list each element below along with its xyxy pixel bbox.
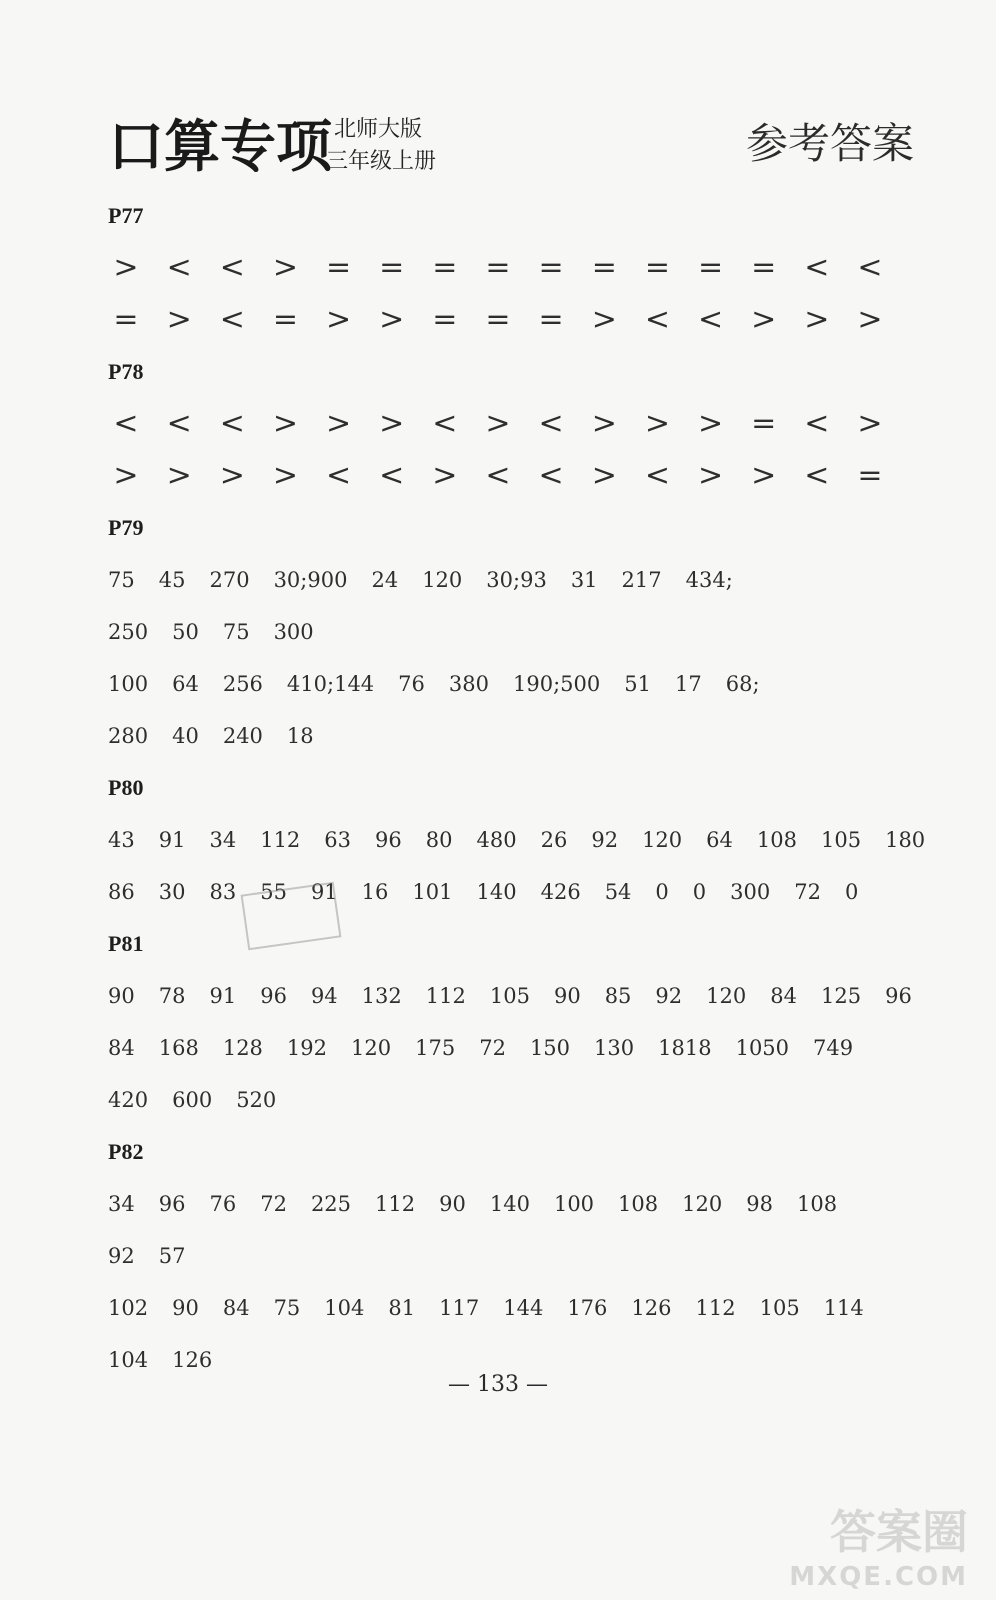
answer-value: 128 bbox=[222, 1036, 263, 1060]
answer-value: = bbox=[272, 302, 298, 337]
answer-value: 105 bbox=[759, 1296, 800, 1320]
answer-value: > bbox=[751, 458, 777, 493]
answer-value: < bbox=[379, 458, 405, 493]
answer-value: = bbox=[697, 250, 724, 285]
answer-value: > bbox=[166, 458, 192, 493]
answer-value: 0 bbox=[845, 880, 859, 904]
answer-value: 86 bbox=[108, 880, 135, 904]
answer-value: 78 bbox=[158, 984, 186, 1008]
answer-value: > bbox=[432, 458, 458, 493]
answer-value: = bbox=[485, 302, 511, 337]
answer-value: 92 bbox=[108, 1244, 135, 1268]
answer-value: 72 bbox=[794, 880, 821, 904]
answer-value: 117 bbox=[439, 1296, 480, 1320]
answer-row bbox=[108, 450, 888, 502]
answer-value: 256 bbox=[222, 672, 263, 696]
edition-publisher: 北师大版 bbox=[334, 117, 423, 142]
answer-value: 45 bbox=[158, 568, 186, 592]
answer-value: 91 bbox=[310, 880, 338, 904]
answer-value: 96 bbox=[375, 828, 402, 852]
answer-value: 120 bbox=[642, 828, 683, 852]
answer-value: < bbox=[485, 458, 511, 493]
answer-row bbox=[108, 1282, 908, 1334]
answer-value: > bbox=[591, 302, 617, 337]
answer-value: 217 bbox=[621, 568, 662, 592]
page-number: — 133 — bbox=[448, 1372, 548, 1397]
answer-value: = bbox=[644, 250, 670, 285]
answer-value: > bbox=[219, 458, 245, 493]
answer-value: 75 bbox=[273, 1296, 301, 1320]
answer-value: 1818 bbox=[658, 1036, 712, 1060]
answer-value: 84 bbox=[108, 1036, 135, 1060]
answer-value: < bbox=[219, 250, 245, 285]
answer-value: < bbox=[857, 250, 883, 285]
answer-value: 1050 bbox=[735, 1036, 790, 1060]
answer-row bbox=[108, 658, 908, 710]
answer-value: 112 bbox=[425, 984, 466, 1008]
answer-value: < bbox=[538, 406, 564, 441]
answer-value: < bbox=[219, 302, 245, 337]
answer-value: 54 bbox=[604, 880, 632, 904]
answer-value: 130 bbox=[594, 1036, 635, 1060]
answer-value: 30;93 bbox=[486, 568, 547, 592]
answer-value: 108 bbox=[756, 828, 797, 852]
answer-value: 105 bbox=[820, 828, 862, 852]
answer-value: < bbox=[538, 458, 564, 493]
answer-value: 0 bbox=[655, 880, 669, 904]
answer-value: 434; bbox=[685, 568, 733, 592]
answer-value: = bbox=[538, 302, 564, 337]
answer-value: < bbox=[219, 406, 245, 441]
answer-value: < bbox=[644, 458, 670, 493]
answer-row bbox=[108, 242, 888, 294]
answer-value: 100 bbox=[553, 1192, 595, 1216]
answer-value: = bbox=[751, 406, 777, 441]
watermark-line2: MXQE.COM bbox=[789, 1562, 968, 1592]
answer-value: 112 bbox=[695, 1296, 736, 1320]
answer-key-title: 参考答案 bbox=[745, 119, 914, 168]
answer-value: 90 bbox=[108, 984, 135, 1008]
answer-value: 112 bbox=[375, 1192, 416, 1216]
answer-value: = bbox=[432, 250, 458, 285]
answer-value: 84 bbox=[222, 1296, 250, 1320]
answer-value: 85 bbox=[604, 984, 632, 1008]
answer-value: 104 bbox=[108, 1348, 149, 1372]
answer-value: 96 bbox=[260, 984, 287, 1008]
answer-row bbox=[108, 814, 926, 866]
answer-value: < bbox=[804, 406, 830, 441]
answer-value: > bbox=[272, 458, 298, 493]
section-label-p78: P78 bbox=[108, 359, 144, 384]
answer-value: 34 bbox=[209, 828, 237, 852]
answer-content bbox=[108, 190, 926, 1386]
answer-value: 120 bbox=[706, 984, 747, 1008]
answer-value: 240 bbox=[222, 724, 263, 748]
answer-row bbox=[108, 710, 908, 762]
answer-row bbox=[108, 970, 912, 1022]
answer-value: 102 bbox=[108, 1296, 149, 1320]
answer-value: = bbox=[857, 458, 883, 493]
edition-info bbox=[326, 114, 436, 178]
answer-value: > bbox=[485, 406, 511, 441]
answer-value: = bbox=[751, 250, 777, 285]
answer-value: 426 bbox=[540, 880, 581, 904]
answer-value: < bbox=[166, 250, 192, 285]
answer-value: 176 bbox=[567, 1296, 608, 1320]
answer-value: 68; bbox=[725, 672, 760, 696]
answer-value: 94 bbox=[310, 984, 338, 1008]
answer-value: > bbox=[644, 406, 670, 441]
answer-value: 114 bbox=[823, 1296, 864, 1320]
answer-value: 72 bbox=[479, 1036, 506, 1060]
edition-grade: 三年级上册 bbox=[326, 149, 437, 174]
answer-value: 76 bbox=[209, 1192, 237, 1216]
answer-value: 30;900 bbox=[273, 568, 348, 592]
answer-value: 126 bbox=[631, 1296, 672, 1320]
answer-row bbox=[108, 398, 888, 450]
answer-value: 64 bbox=[706, 828, 733, 852]
answer-value: 40 bbox=[172, 724, 199, 748]
answer-value: 63 bbox=[324, 828, 352, 852]
answer-value: > bbox=[804, 302, 830, 337]
answer-value: 90 bbox=[172, 1296, 199, 1320]
answer-value: > bbox=[113, 458, 139, 493]
answer-value: > bbox=[857, 406, 883, 441]
answer-value: > bbox=[591, 458, 617, 493]
answer-value: 75 bbox=[108, 568, 135, 592]
answer-value: 50 bbox=[172, 620, 199, 644]
answer-value: 84 bbox=[770, 984, 797, 1008]
answer-value: > bbox=[379, 302, 405, 337]
answer-value: 120 bbox=[351, 1036, 392, 1060]
answer-value: 17 bbox=[674, 672, 702, 696]
answer-row bbox=[108, 866, 908, 918]
answer-value: < bbox=[166, 406, 192, 441]
answer-value: 101 bbox=[412, 880, 453, 904]
answer-value: 92 bbox=[591, 828, 619, 852]
answer-value: < bbox=[644, 302, 670, 337]
answer-row bbox=[108, 606, 908, 658]
answer-value: 104 bbox=[324, 1296, 365, 1320]
answer-row bbox=[108, 554, 908, 606]
answer-value: 90 bbox=[439, 1192, 466, 1216]
answer-value: = bbox=[591, 250, 617, 285]
answer-value: 300 bbox=[730, 880, 771, 904]
answer-value: 91 bbox=[209, 984, 237, 1008]
answer-value: > bbox=[591, 406, 617, 441]
answer-value: 75 bbox=[222, 620, 250, 644]
answer-value: < bbox=[432, 406, 458, 441]
answer-value: = bbox=[485, 250, 511, 285]
answer-value: 120 bbox=[422, 568, 463, 592]
answer-value: = bbox=[432, 302, 458, 337]
answer-value: 83 bbox=[209, 880, 237, 904]
answer-value: 108 bbox=[796, 1192, 838, 1216]
answer-value: 600 bbox=[172, 1088, 213, 1112]
answer-value: 16 bbox=[361, 880, 389, 904]
answer-value: 520 bbox=[236, 1088, 277, 1112]
answer-value: > bbox=[857, 302, 883, 337]
answer-value: 125 bbox=[820, 984, 862, 1008]
answer-value: > bbox=[113, 250, 139, 285]
answer-value: 81 bbox=[388, 1296, 416, 1320]
answer-value: = bbox=[379, 250, 405, 285]
answer-value: 126 bbox=[172, 1348, 213, 1372]
answer-value: > bbox=[697, 458, 724, 493]
answer-value: 43 bbox=[108, 828, 135, 852]
answer-value: > bbox=[379, 406, 405, 441]
answer-value: 80 bbox=[425, 828, 453, 852]
answer-value: < bbox=[804, 458, 830, 493]
brand-title: 口算专项 bbox=[108, 115, 332, 180]
answer-value: 91 bbox=[158, 828, 186, 852]
answer-value: > bbox=[325, 406, 352, 441]
answer-value: 192 bbox=[286, 1036, 328, 1060]
answer-value: 112 bbox=[260, 828, 301, 852]
answer-row bbox=[108, 294, 888, 346]
section-label-p79: P79 bbox=[108, 515, 144, 540]
answer-value: 270 bbox=[209, 568, 250, 592]
answer-value: 26 bbox=[540, 828, 568, 852]
answer-value: > bbox=[166, 302, 192, 337]
answer-value: 108 bbox=[618, 1192, 659, 1216]
watermark-line1: 答案圈 bbox=[830, 1505, 968, 1559]
answer-value: 34 bbox=[108, 1192, 135, 1216]
answer-value: 144 bbox=[503, 1296, 544, 1320]
answer-value: 96 bbox=[885, 984, 912, 1008]
page-header bbox=[0, 0, 996, 200]
answer-row bbox=[108, 1230, 908, 1282]
section-label-p82: P82 bbox=[108, 1139, 144, 1164]
answer-value: 57 bbox=[158, 1244, 186, 1268]
answer-value: > bbox=[272, 250, 298, 285]
answer-value: 420 bbox=[108, 1088, 149, 1112]
answer-value: = bbox=[538, 250, 564, 285]
section-label-p77: P77 bbox=[108, 203, 144, 228]
answer-value: 31 bbox=[570, 568, 598, 592]
watermark-logo bbox=[789, 1496, 968, 1592]
answer-value: > bbox=[325, 302, 352, 337]
answer-value: > bbox=[272, 406, 298, 441]
answer-value: < bbox=[804, 250, 830, 285]
answer-value: 105 bbox=[489, 984, 530, 1008]
answer-value: 90 bbox=[553, 984, 581, 1008]
answer-value: 64 bbox=[172, 672, 199, 696]
answer-value: 140 bbox=[489, 1192, 530, 1216]
answer-value: 168 bbox=[158, 1036, 199, 1060]
answer-value: 96 bbox=[158, 1192, 186, 1216]
answer-value: 55 bbox=[260, 880, 287, 904]
answer-value: 72 bbox=[260, 1192, 287, 1216]
answer-value: 18 bbox=[286, 724, 314, 748]
answer-value: > bbox=[751, 302, 777, 337]
answer-value: 225 bbox=[310, 1192, 352, 1216]
answer-value: 92 bbox=[655, 984, 683, 1008]
answer-value: 100 bbox=[108, 672, 149, 696]
answer-value: 180 bbox=[885, 828, 926, 852]
answer-value: 30 bbox=[158, 880, 186, 904]
section-label-p80: P80 bbox=[108, 775, 144, 800]
answer-value: 51 bbox=[624, 672, 651, 696]
answer-value: 190;500 bbox=[513, 672, 601, 696]
answer-value: = bbox=[325, 250, 352, 285]
answer-value: 175 bbox=[415, 1036, 456, 1060]
answer-row bbox=[108, 1074, 908, 1126]
answer-value: 132 bbox=[361, 984, 402, 1008]
answer-value: 120 bbox=[682, 1192, 723, 1216]
answer-row bbox=[108, 1178, 908, 1230]
answer-value: 380 bbox=[448, 672, 489, 696]
answer-value: > bbox=[697, 406, 724, 441]
answer-value: = bbox=[113, 302, 139, 337]
answer-value: 250 bbox=[108, 620, 149, 644]
answer-value: < bbox=[697, 302, 724, 337]
section-label-p81: P81 bbox=[108, 931, 144, 956]
answer-value: < bbox=[113, 406, 139, 441]
answer-value: 410;144 bbox=[286, 672, 375, 696]
answer-value: 98 bbox=[746, 1192, 773, 1216]
answer-row bbox=[108, 1022, 908, 1074]
answer-value: 76 bbox=[398, 672, 425, 696]
answer-value: < bbox=[325, 458, 352, 493]
answer-value: 480 bbox=[476, 828, 517, 852]
answer-value: 150 bbox=[529, 1036, 571, 1060]
answer-value: 0 bbox=[692, 880, 707, 904]
answer-value: 24 bbox=[371, 568, 399, 592]
answer-value: 280 bbox=[108, 724, 149, 748]
answer-value: 300 bbox=[273, 620, 314, 644]
answer-value: 140 bbox=[476, 880, 517, 904]
answer-value: 749 bbox=[813, 1036, 854, 1060]
